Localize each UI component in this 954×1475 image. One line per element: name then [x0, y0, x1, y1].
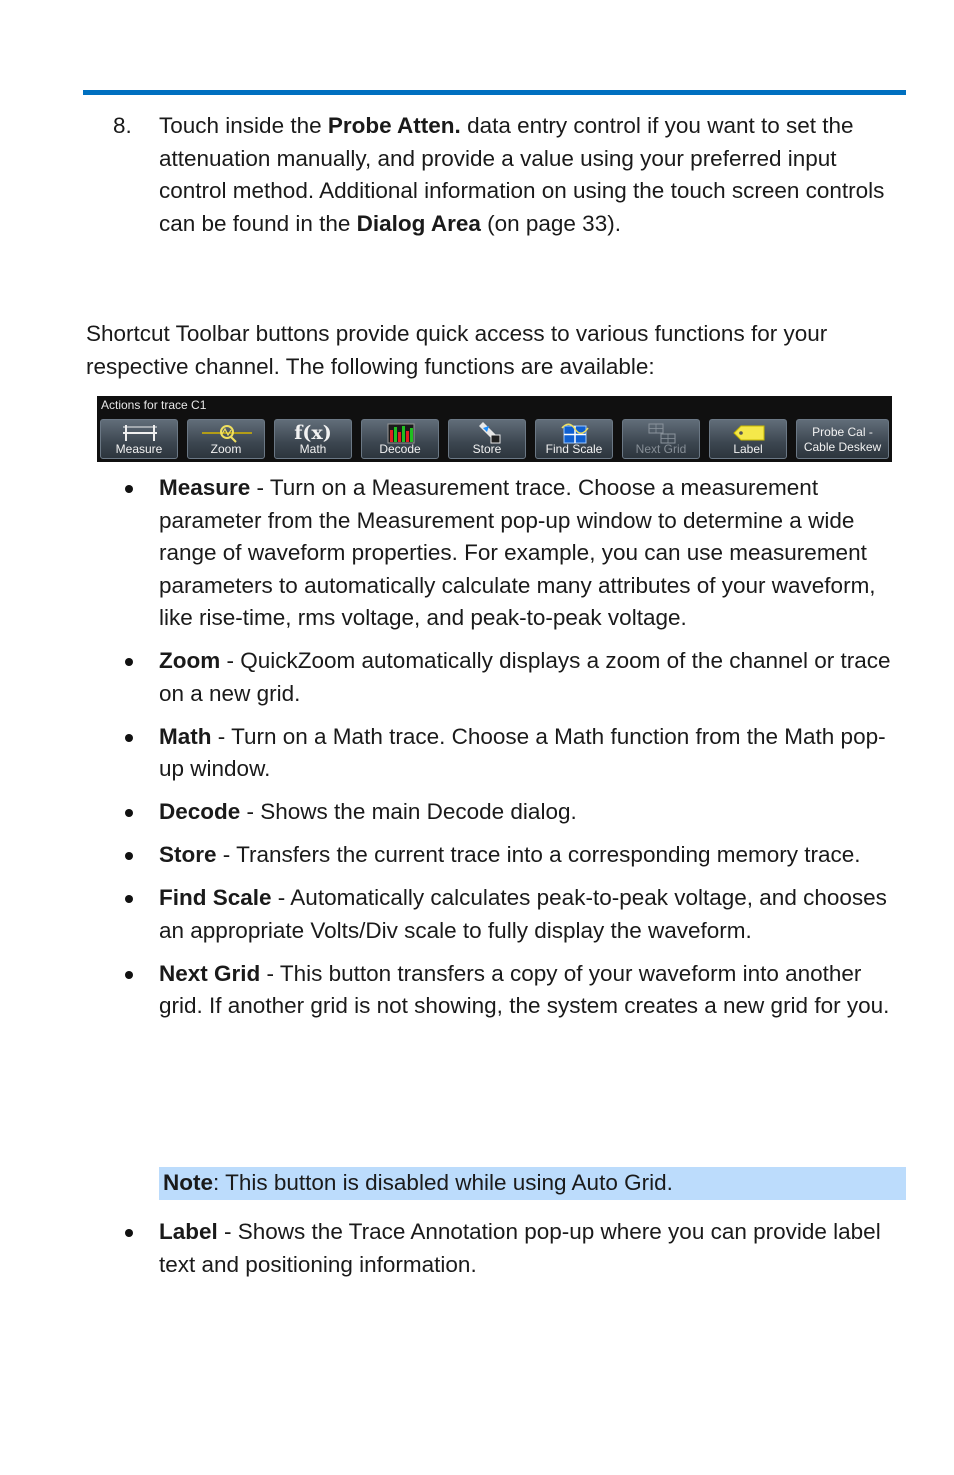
bullet-desc: - Automatically calculates peak-to-peak voltage, and chooses an appropriate Volts/Div scale to fully display the waveform. — [159, 885, 887, 943]
bullet-desc: - Transfers the current trace into a corresponding memory trace. — [216, 842, 861, 867]
toolbar-buttons — [100, 419, 892, 459]
note-text: : This button is disabled while using Auto Grid. — [213, 1170, 673, 1195]
math-label: Math — [299, 442, 327, 456]
step-text-part: (on page 33). — [480, 210, 621, 236]
store-button[interactable] — [448, 419, 526, 459]
probe-atten-term: Probe Atten. — [327, 113, 461, 138]
zoom-button[interactable] — [187, 419, 265, 459]
decode-icon — [362, 422, 440, 444]
dialog-area-link[interactable]: Dialog Area — [356, 210, 481, 236]
next-grid-button[interactable] — [622, 419, 700, 459]
bullet-desc: - Turn on a Measurement trace. Choose a measurement parameter from the Measurement pop-up window to determine a wide range of waveform properties. For example, you can use measurement parameters to automatically calculate many attributes of your waveform, like rise-time, rms voltage, and peak-to-peak voltage. — [159, 475, 876, 630]
label-button[interactable] — [709, 419, 787, 459]
decode-label: Decode — [379, 442, 421, 456]
bullet-term: Store — [159, 842, 217, 867]
label-button-label: Label — [733, 442, 763, 456]
next-grid-icon — [623, 422, 701, 444]
shortcut-toolbar — [97, 396, 892, 462]
note-term: Note — [163, 1170, 213, 1195]
header-rule — [83, 90, 906, 95]
list-item — [118, 839, 908, 872]
bullet-term: Decode — [159, 799, 241, 824]
label-icon — [710, 422, 788, 444]
bullet-desc: - This button transfers a copy of your waveform into another grid. If another grid is not showing, the system creates a new grid for you. — [159, 960, 890, 1018]
measure-button[interactable] — [100, 419, 178, 459]
toolbar-title: Actions for trace C1 — [101, 398, 207, 412]
list-item — [118, 721, 908, 786]
next-grid-label: Next Grid — [635, 442, 687, 456]
decode-button[interactable] — [361, 419, 439, 459]
bullet-term: Find Scale — [159, 885, 272, 910]
zoom-label: Zoom — [210, 442, 242, 456]
bullet-term: Measure — [159, 475, 251, 500]
bullet-desc: - Shows the Trace Annotation pop-up where you can provide label text and positioning information. — [159, 1219, 881, 1277]
list-item — [118, 1216, 908, 1281]
measure-label: Measure — [115, 442, 163, 456]
intro-paragraph: Shortcut Toolbar buttons provide quick access to various functions for your respective channel. The following functions are available: — [86, 321, 828, 379]
list-item — [118, 882, 908, 947]
bullet-term: Math — [159, 723, 212, 749]
list-item — [118, 472, 908, 635]
bullet-desc: - Shows the main Decode dialog. — [240, 799, 577, 824]
find-scale-icon — [536, 422, 614, 444]
probe-cal-cable-deskew-button[interactable] — [796, 419, 889, 459]
list-item — [118, 645, 908, 710]
zoom-icon — [188, 422, 266, 444]
step-text-part: Touch inside the — [159, 113, 328, 138]
bullet-term: Zoom — [159, 648, 221, 673]
probe-cal-label — [797, 425, 888, 455]
math-button[interactable] — [274, 419, 352, 459]
function-list-continued — [118, 1216, 908, 1292]
store-label: Store — [472, 442, 502, 456]
list-item — [118, 958, 908, 1023]
bullet-desc: - Turn on a Math trace. Choose a Math function from the Math pop-up window. — [159, 723, 886, 781]
step-text-part: data entry control if you want to set the attenuation manually, and provide a value using your preferred input control method. Additional information on using the touch screen controls can be found in the — [159, 113, 885, 236]
step-number: 8. — [113, 113, 132, 138]
find-scale-button[interactable] — [535, 419, 613, 459]
step-8 — [113, 110, 903, 240]
note-box — [159, 1167, 906, 1200]
bullet-term: Label — [159, 1219, 218, 1244]
find-scale-label: Find Scale — [545, 442, 603, 456]
list-item — [118, 796, 908, 829]
probe-cal-line2: Cable Deskew — [803, 440, 882, 454]
function-list — [118, 472, 908, 1033]
math-icon: f(x) — [294, 422, 332, 444]
bullet-desc: - QuickZoom automatically displays a zoom of the channel or trace on a new grid. — [159, 648, 891, 706]
step-text — [159, 110, 903, 240]
bullet-term: Next Grid — [159, 960, 261, 986]
store-icon — [449, 422, 527, 444]
measure-icon — [101, 422, 179, 444]
probe-cal-line1: Probe Cal - — [812, 425, 873, 439]
